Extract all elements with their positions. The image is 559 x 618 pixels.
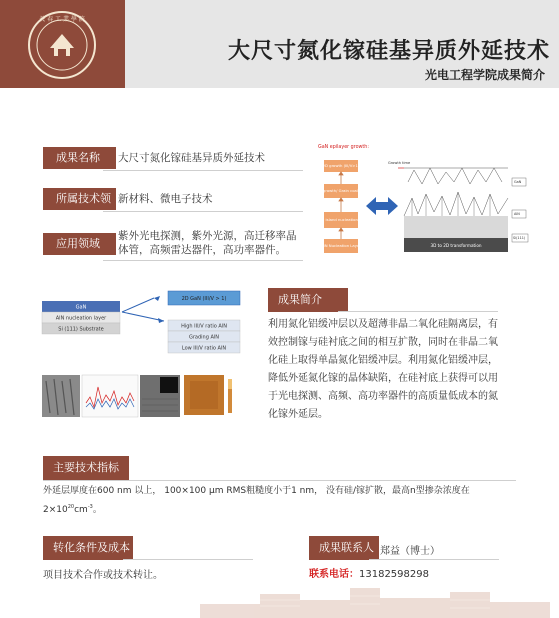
transfer-text: 项目技术合作或技术转让。	[43, 570, 163, 581]
layer-label: Low III/V ratio AlN	[181, 345, 227, 352]
name-label: 成果名称	[43, 147, 116, 169]
indicators-heading: 主要技术指标	[43, 456, 129, 480]
contact-heading: 成果联系人	[309, 536, 379, 560]
unit-exponent: -3	[87, 504, 93, 510]
divider	[123, 559, 253, 560]
doping-exponent: 20	[67, 504, 75, 510]
growth-diagram	[307, 142, 532, 260]
layer-label: AlN nucleation layer	[55, 315, 107, 322]
layer-tag: AlN	[514, 212, 520, 216]
growth-time-label: Growth time	[388, 161, 411, 165]
layer-tag: Si(111)	[513, 236, 526, 240]
layer-label: 2D GaN (III/V > 1)	[181, 296, 227, 302]
layer-label: Grading AlN	[188, 334, 220, 341]
layer-label: GaN	[75, 304, 87, 311]
contact-phone-row	[309, 565, 429, 580]
divider	[103, 170, 303, 171]
field-value: 新材料、微电子技术	[118, 193, 213, 205]
transfer-heading: 转化条件及成本	[43, 536, 133, 560]
doping-unit: cm	[74, 505, 88, 515]
stage-label: GaN - 3D island nucleation (III/V<1)	[307, 217, 375, 222]
layer-label: High III/V ratio AlN	[181, 323, 227, 330]
divider	[338, 311, 498, 312]
field-label: 所属技术领域	[43, 188, 116, 210]
page-title: 大尺寸氮化镓硅基异质外延技术	[227, 39, 550, 64]
transformation-label: 3D to 2D transformation	[430, 243, 482, 248]
divider	[369, 559, 499, 560]
application-value: 紫外光电探测，紫外光源，高迁移率晶体管，高频雷达器件，高功率器件。	[118, 230, 297, 256]
doping-base: 2×10	[43, 505, 68, 515]
phone-number: 13182598298	[359, 569, 429, 580]
phone-label: 联系电话：	[309, 569, 359, 580]
university-logo	[14, 4, 110, 84]
growth-title: GaN epilayer growth:	[318, 145, 369, 150]
name-value: 大尺寸氮化镓硅基异质外延技术	[118, 152, 265, 164]
indicators-text	[43, 483, 518, 518]
page-subtitle: 光电工程学院成果简介	[424, 68, 545, 82]
layer-tag: GaN	[514, 180, 522, 184]
svg-text:長 春 工 業 學 院: 長 春 工 業 學 院	[39, 16, 85, 23]
summary-text: 利用氮化铝缓冲层以及超薄非晶二氧化硅隔离层，有效控制镓与硅衬底之间的相互扩散，同时在非晶二氧化硅上取得单晶氮化铝缓冲层。利用氮化铝缓冲层，降低外延氮化镓的晶体缺陷，在硅衬底上获得可以用于光电探测、高频、高功率器件的高质量低成本的氮化镓外延层。	[268, 319, 498, 420]
indicators-line-1: 外延层厚度在600 nm 以上， 100×100 μm RMS粗糙度小于1 nm， 没有硅/镓扩散，最高n型掺杂浓度在	[43, 486, 470, 496]
layer-label: Si (111) Substrate	[58, 326, 104, 333]
double-arrow-icon	[366, 197, 398, 215]
divider	[103, 211, 303, 212]
summary-heading: 成果简介	[268, 288, 348, 312]
campus-silhouette	[190, 584, 559, 618]
stage-label: AlN Nucleation Layer	[321, 243, 361, 248]
stage-label: 2D growth (III/V>1)	[322, 163, 360, 168]
contact-name: 郑益（博士）	[380, 546, 440, 557]
divider	[103, 260, 303, 261]
line-end: 。	[92, 505, 102, 515]
layer-structure-diagram	[42, 289, 250, 355]
divider	[43, 480, 516, 481]
characterization-images	[42, 373, 242, 421]
application-label: 应用领域	[43, 233, 116, 255]
stage-label: Lateral growth/ Grain coalescence	[308, 188, 374, 193]
indicators-line-2	[43, 499, 518, 518]
